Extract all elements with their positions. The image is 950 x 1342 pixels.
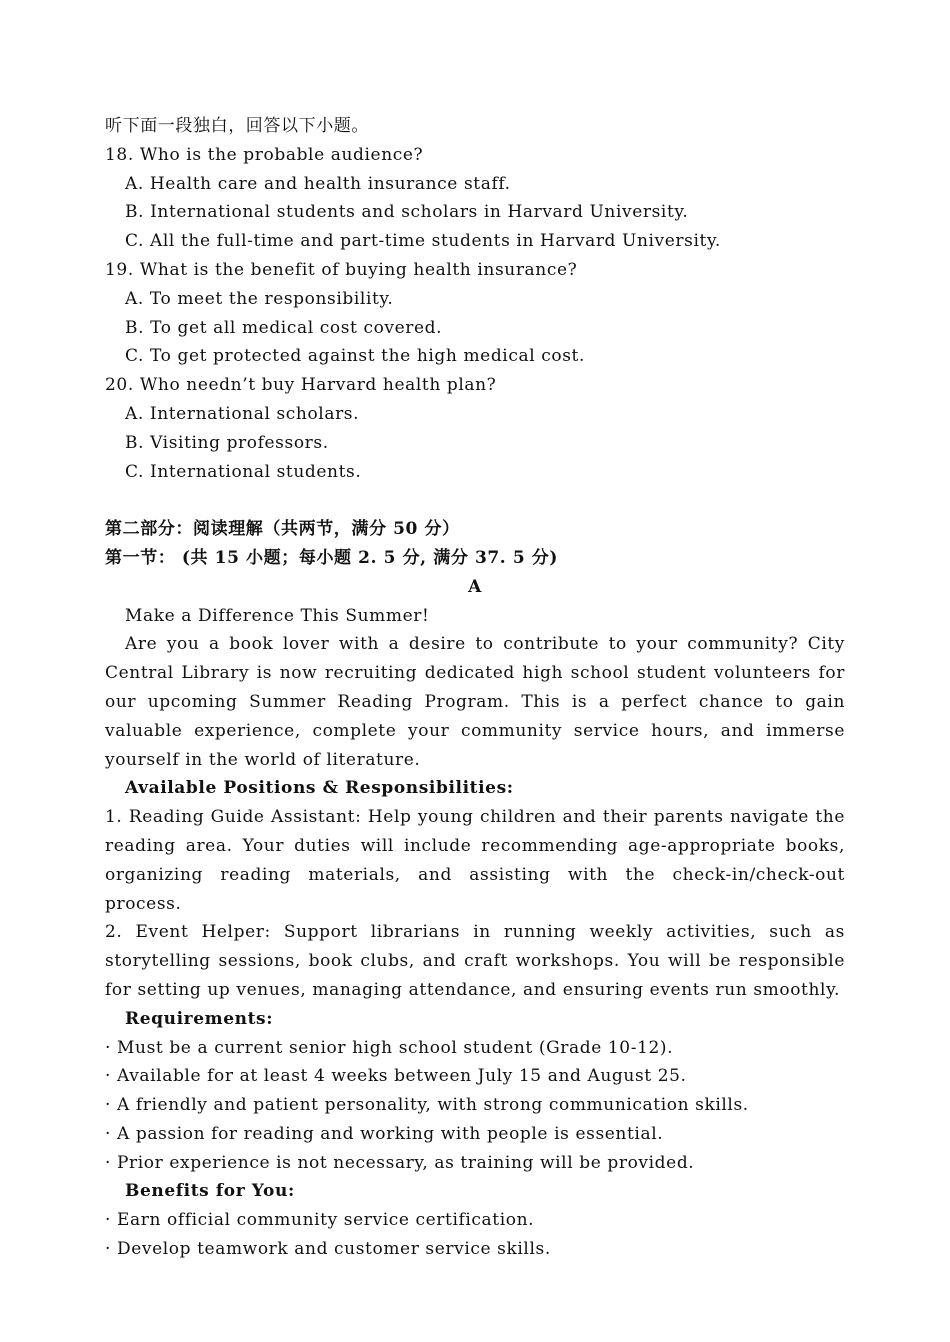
position-item: 1. Reading Guide Assistant: Help young children and their parents navigate the reading area. Your duties will include recommending age-appropriate books, organizing reading materials, and assisting with the check-in/check-out process. bbox=[105, 807, 845, 914]
option-c: C. All the full-time and part-time students in Harvard University. bbox=[125, 231, 721, 252]
question-20 bbox=[105, 371, 845, 486]
requirements-heading: Requirements: bbox=[125, 1008, 274, 1029]
benefits-heading: Benefits for You: bbox=[125, 1181, 295, 1202]
option-a: A. Health care and health insurance staff. bbox=[125, 173, 511, 194]
option-c: C. International students. bbox=[125, 461, 362, 482]
option-b: B. Visiting professors. bbox=[125, 432, 329, 453]
benefit-item: · Develop teamwork and customer service skills. bbox=[105, 1239, 551, 1260]
position-item: 2. Event Helper: Support librarians in running weekly activities, such as storytelling sessions, book clubs, and craft workshops. You will be responsible for setting up venues, managing attendance, and ensuring events run smoothly. bbox=[105, 922, 845, 1000]
option-b: B. To get all medical cost covered. bbox=[125, 317, 443, 338]
benefit-item: · Earn official community service certification. bbox=[105, 1210, 535, 1231]
question-19 bbox=[105, 256, 845, 371]
requirement-item: · A friendly and patient personality, with strong communication skills. bbox=[105, 1095, 749, 1116]
option-b: B. International students and scholars in Harvard University. bbox=[125, 202, 689, 223]
part-heading: 第二部分：阅读理解（共两节，满分 50 分） bbox=[105, 519, 460, 540]
question-stem: 19. What is the benefit of buying health insurance? bbox=[105, 259, 578, 280]
positions-heading: Available Positions & Responsibilities: bbox=[125, 778, 514, 799]
requirement-item: · Available for at least 4 weeks between July 15 and August 25. bbox=[105, 1066, 687, 1087]
question-18 bbox=[105, 141, 845, 256]
requirement-item: · Prior experience is not necessary, as training will be provided. bbox=[105, 1152, 695, 1173]
passage-label: A bbox=[468, 576, 482, 597]
option-c: C. To get protected against the high medical cost. bbox=[125, 346, 585, 367]
passage-title: Make a Difference This Summer! bbox=[125, 605, 430, 626]
requirement-item: · A passion for reading and working with people is essential. bbox=[105, 1123, 664, 1144]
exam-page bbox=[105, 112, 845, 1264]
question-stem: 18. Who is the probable audience? bbox=[105, 144, 424, 165]
option-a: A. To meet the responsibility. bbox=[125, 288, 394, 309]
passage-intro: Are you a book lover with a desire to contribute to your community? City Central Library is now recruiting dedicated high school student volunteers for our upcoming Summer Reading Program. This is a perfect chance to gain valuable experience, complete your community service hours, and immerse yourself in the world of literature. bbox=[105, 634, 845, 770]
requirement-item: · Must be a current senior high school student (Grade 10-12). bbox=[105, 1037, 674, 1058]
spacer bbox=[105, 486, 845, 515]
listening-instruction: 听下面一段独白，回答以下小题。 bbox=[105, 116, 369, 136]
option-a: A. International scholars. bbox=[125, 403, 360, 424]
question-stem: 20. Who needn’t buy Harvard health plan? bbox=[105, 375, 497, 396]
section-heading: 第一节： (共 15 小题；每小题 2. 5 分, 满分 37. 5 分) bbox=[105, 547, 559, 568]
